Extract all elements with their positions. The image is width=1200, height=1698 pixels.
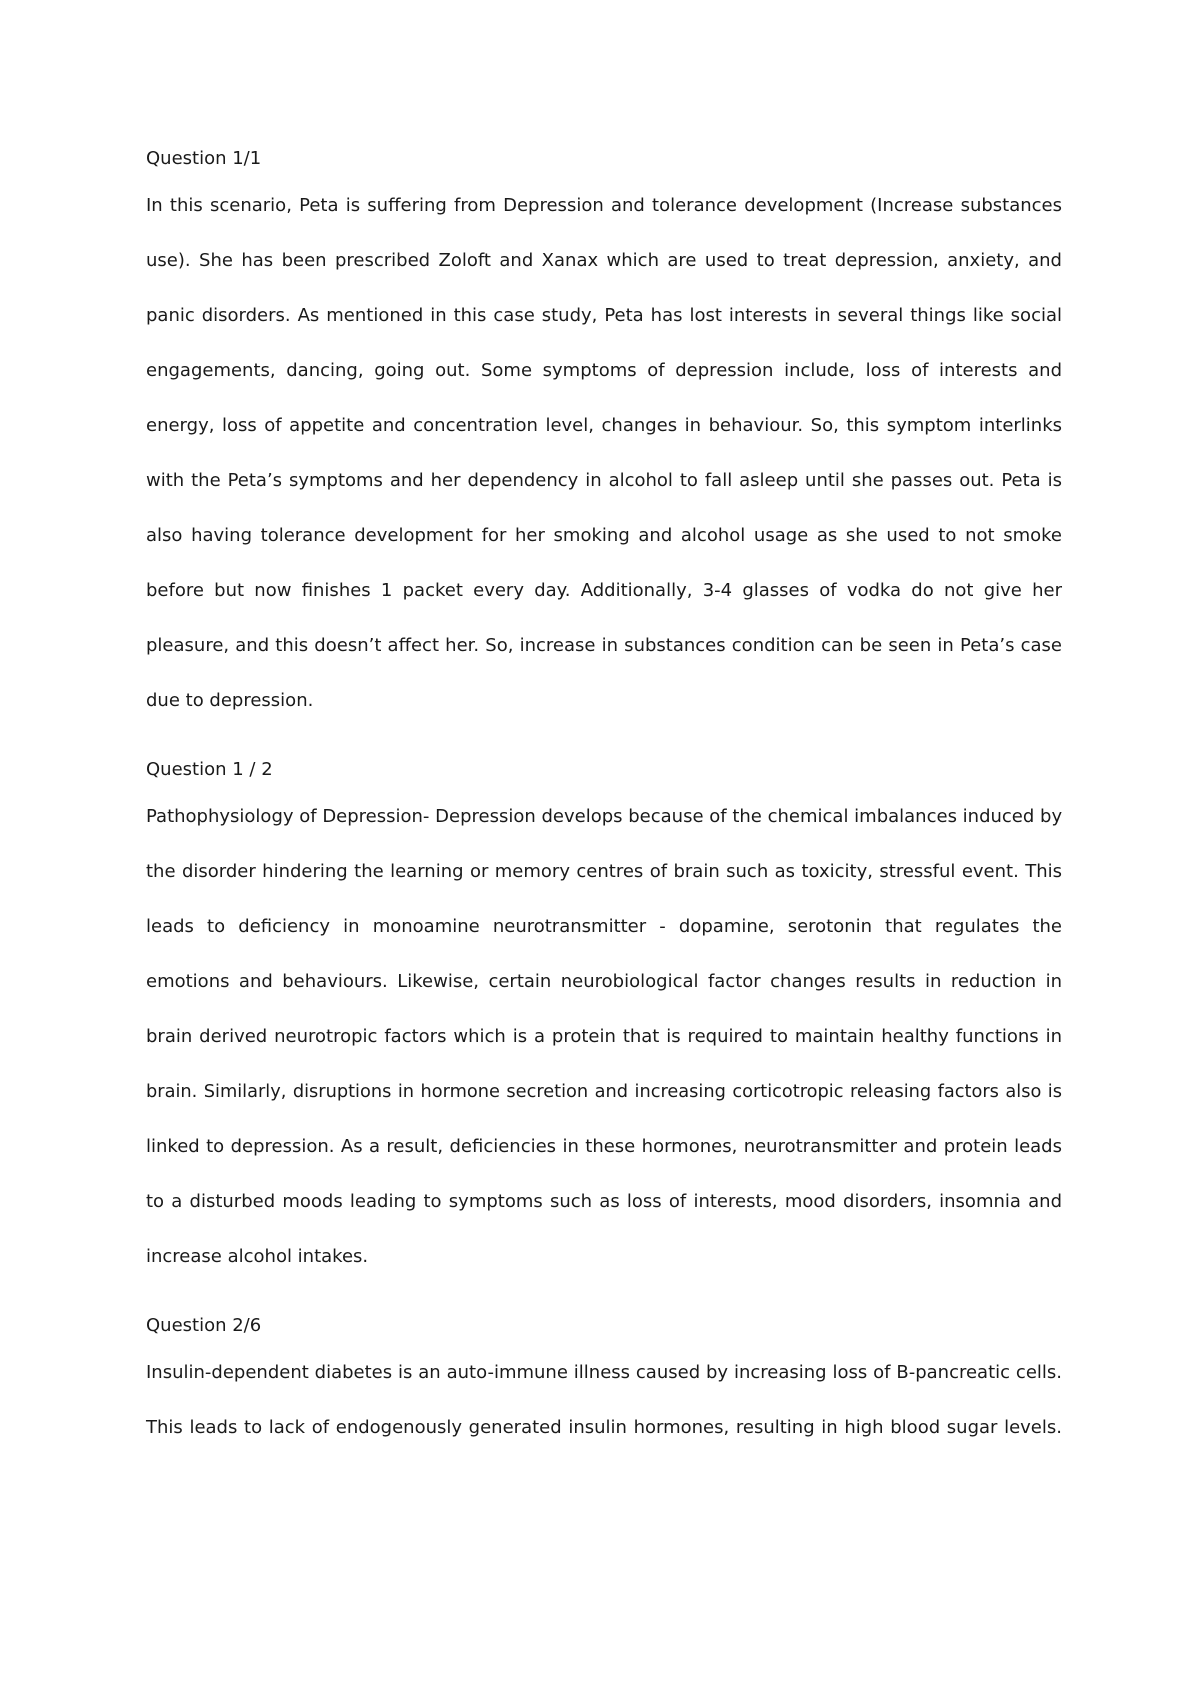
paragraph-line: before but now finishes 1 packet every day. Additionally, 3-4 glasses of vodka do not give her — [146, 580, 1062, 601]
document-body — [146, 139, 1062, 1477]
paragraph-line: panic disorders. As mentioned in this case study, Peta has lost interests in several things like social — [146, 305, 1062, 326]
paragraph-line: due to depression. — [146, 690, 314, 711]
paragraph-line: In this scenario, Peta is suffering from Depression and tolerance development (Increase substances — [146, 195, 1062, 216]
section-question-1-1 — [146, 139, 1062, 736]
paragraph-line: also having tolerance development for her smoking and alcohol usage as she used to not smoke — [146, 525, 1062, 546]
paragraph-line: brain. Similarly, disruptions in hormone secretion and increasing corticotropic releasing factors also is — [146, 1082, 1062, 1102]
paragraph-line: linked to depression. As a result, deficiencies in these hormones, neurotransmitter and protein leads — [146, 1136, 1062, 1157]
paragraph-line: to a disturbed moods leading to symptoms such as loss of interests, mood disorders, insomnia and — [146, 1191, 1062, 1212]
answer-paragraph — [146, 1353, 1062, 1463]
section-question-2-6 — [146, 1306, 1062, 1463]
answer-paragraph — [146, 797, 1062, 1292]
paragraph-line: pleasure, and this doesn’t affect her. So, increase in substances condition can be seen in Peta’s case — [146, 635, 1062, 656]
paragraph-line: the disorder hindering the learning or memory centres of brain such as toxicity, stressful event. This — [146, 861, 1062, 882]
section-question-1-2 — [146, 750, 1062, 1292]
paragraph-line: engagements, dancing, going out. Some symptoms of depression include, loss of interests and — [146, 360, 1062, 381]
paragraph-line: Pathophysiology of Depression- Depression develops because of the chemical imbalances induced by — [146, 806, 1063, 827]
question-heading: Question 2/6 — [146, 1315, 262, 1336]
paragraph-line: increase alcohol intakes. — [146, 1246, 369, 1267]
paragraph-line: emotions and behaviours. Likewise, certain neurobiological factor changes results in reduction in — [146, 971, 1062, 992]
paragraph-line: This leads to lack of endogenously generated insulin hormones, resulting in high blood sugar levels. — [146, 1417, 1062, 1438]
paragraph-line: energy, loss of appetite and concentration level, changes in behaviour. So, this symptom interlinks — [146, 415, 1062, 436]
question-heading: Question 1/1 — [146, 148, 262, 169]
paragraph-line: use). She has been prescribed Zoloft and Xanax which are used to treat depression, anxiety, and — [146, 250, 1062, 271]
paragraph-line: Insulin-dependent diabetes is an auto-immune illness caused by increasing loss of B-pancreatic cells. — [146, 1362, 1062, 1383]
paragraph-line: brain derived neurotropic factors which is a protein that is required to maintain healthy functions in — [146, 1026, 1062, 1047]
paragraph-line: with the Peta’s symptoms and her dependency in alcohol to fall asleep until she passes out. Peta is — [146, 470, 1062, 491]
answer-paragraph — [146, 186, 1062, 736]
paragraph-line: leads to deficiency in monoamine neurotransmitter - dopamine, serotonin that regulates the — [146, 916, 1062, 937]
question-heading: Question 1 / 2 — [146, 759, 273, 780]
